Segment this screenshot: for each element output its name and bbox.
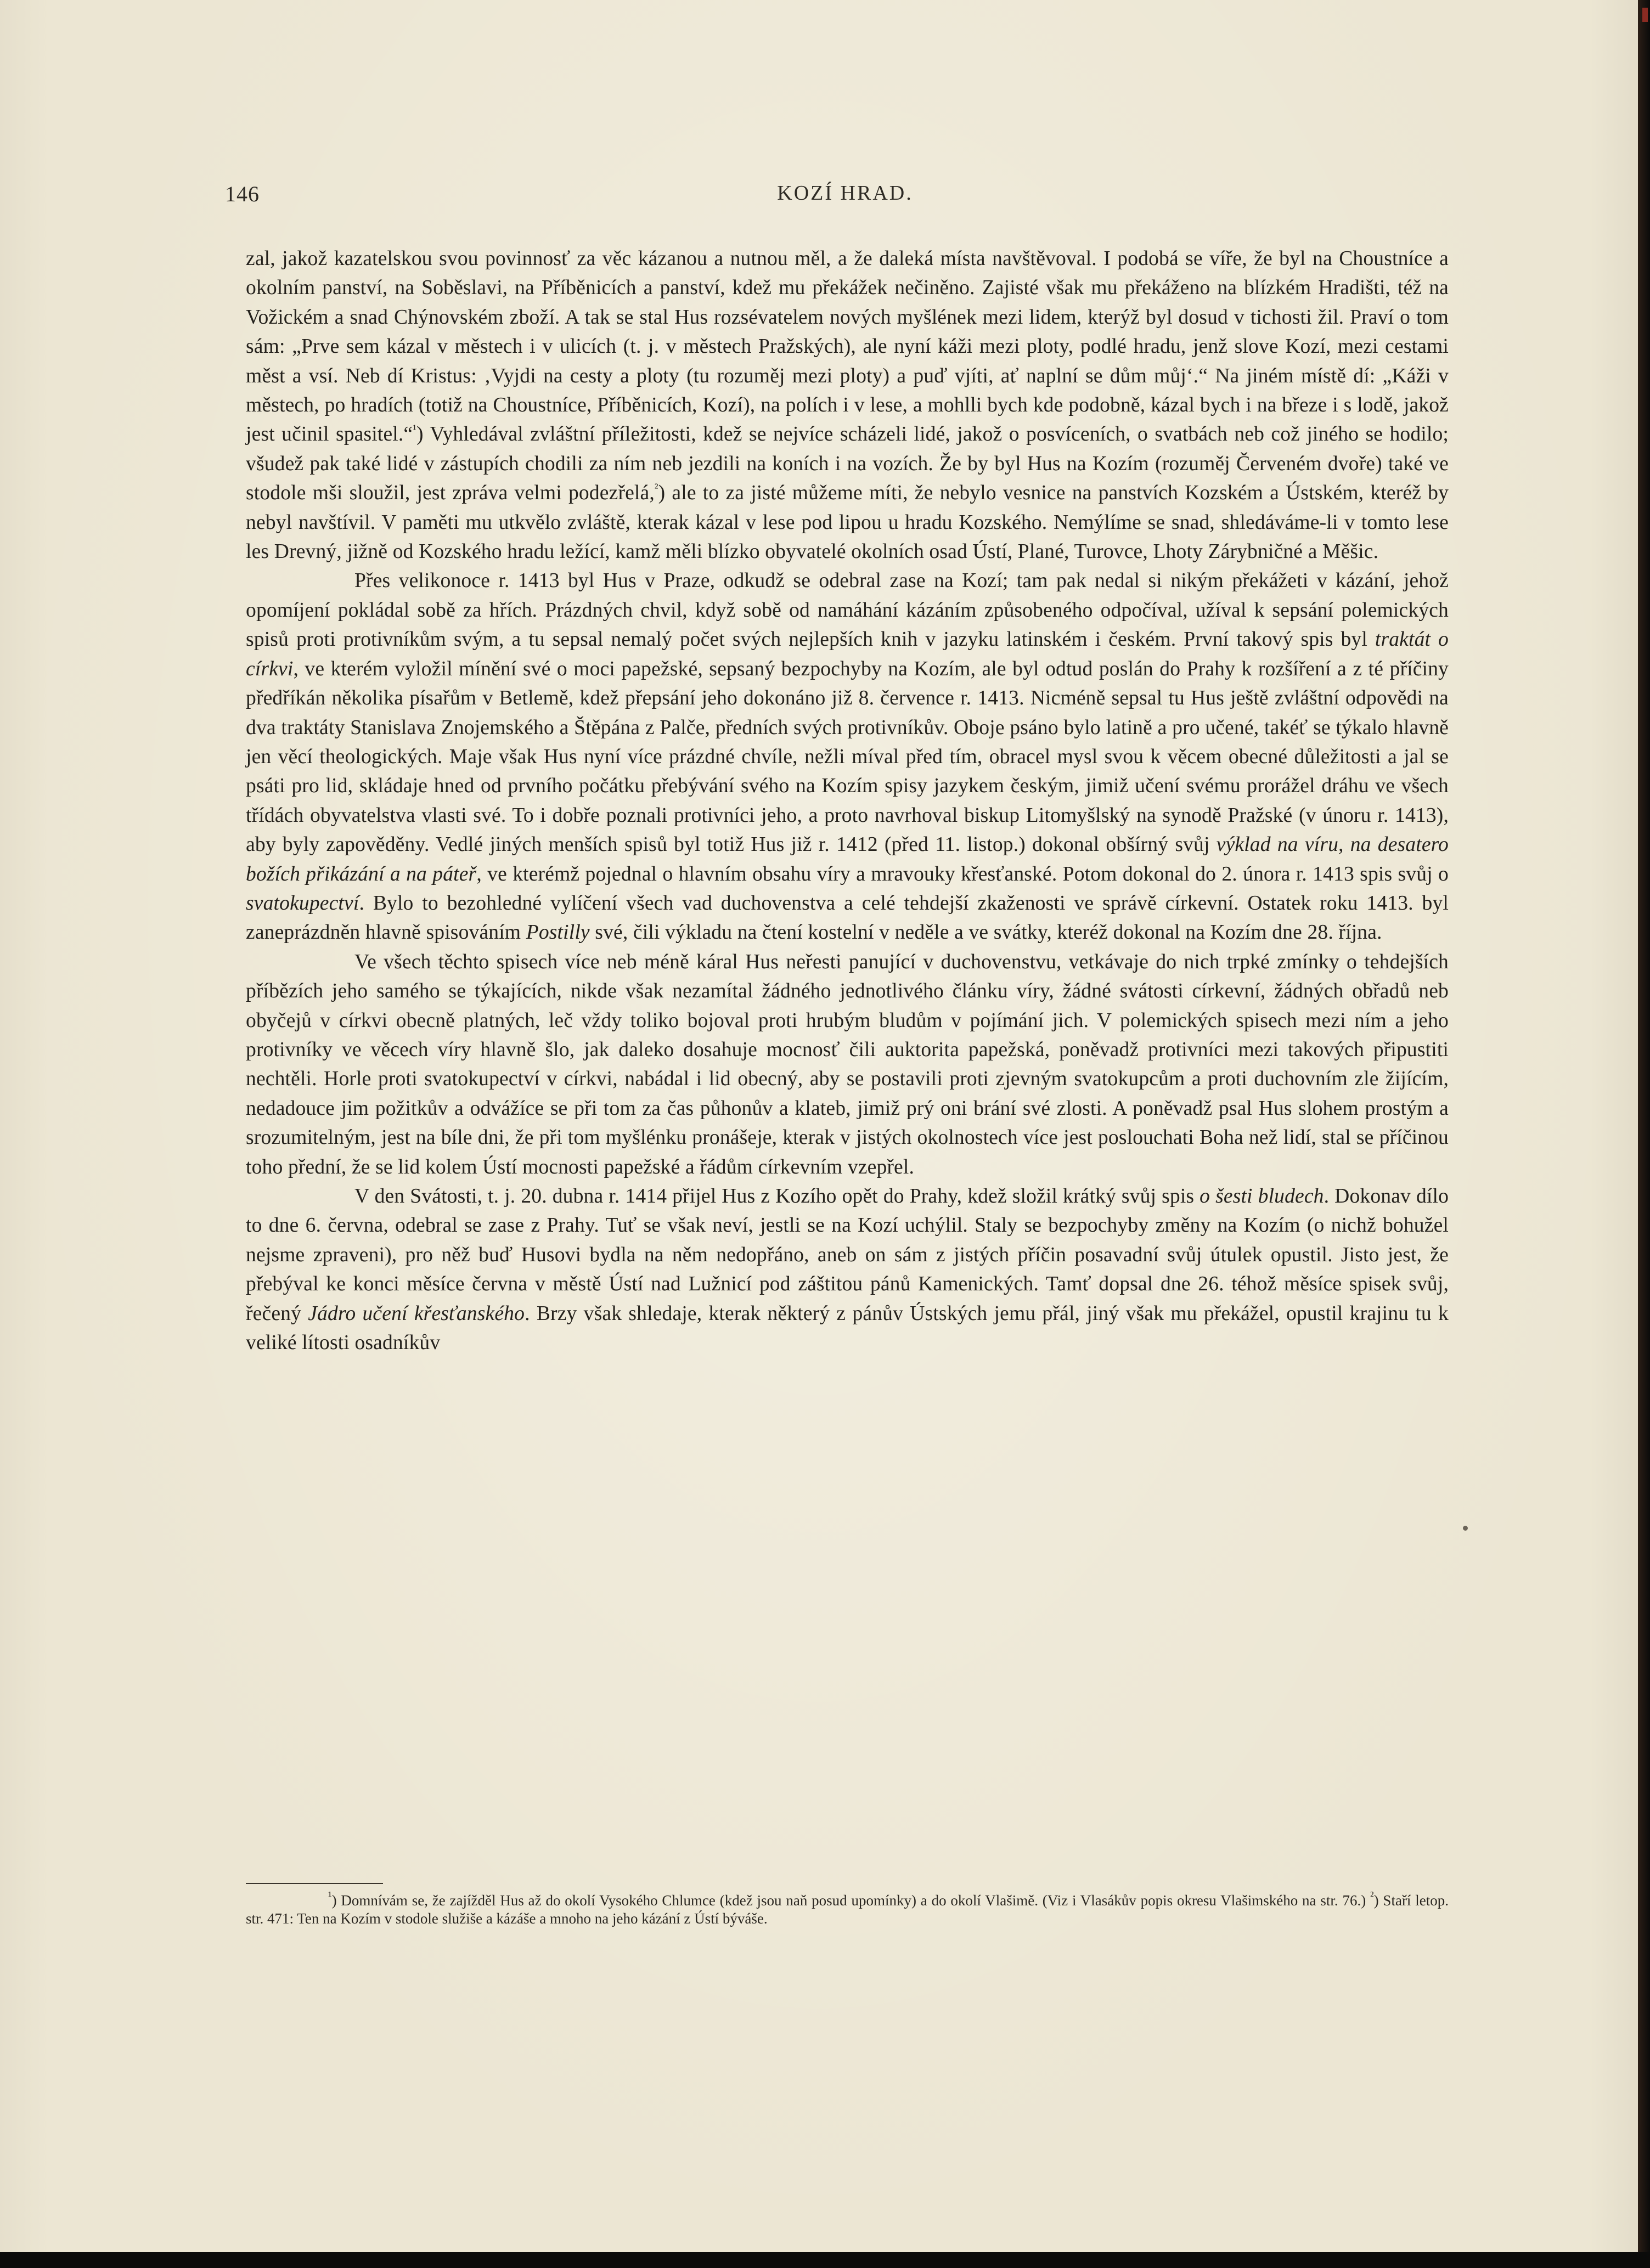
footnote-ref: ² (654, 481, 658, 495)
text-run: ) Vyhledával zvláštní příležitosti, kdež se nejvíce scházeli lidé, jakož o posvíceních, o svatbách neb což jiného se hodilo; všudež pak také lidé v zástupích chodili za ním neb jezdili na koních i na vozích. Že by byl Hus na Kozím (rozuměj Červeném dvoře) také ve stodole mši sloužil, jest zpráva velmi podezřelá, (246, 423, 1449, 505)
paragraph (246, 1182, 1449, 1357)
italic-title: výklad na víru, na desatero božích přikázání a na páteř (246, 833, 1449, 885)
scan-edge-right (1638, 0, 1650, 2268)
text-run: ) ale to za jisté můžeme míti, že nebylo vesnice na panstvích Kozském a Ústském, kteréž by nebyl navštívil. V paměti mu utkvělo zvláště, kterak kázal v lese pod lipou u hradu Kozského. Nemýlíme se snad, shledáváme-li v tomto lese les Drevný, jižně od Kozského hradu ležící, kamž měli blízko obyvatelé okolních osad Ústí, Plané, Turovce, Lhoty Zárybničné a Měšic. (246, 482, 1449, 563)
text-run: Ve všech těchto spisech více neb méně káral Hus neřesti panující v duchovenstvu, vetkávaje do nich trpké zmínky o tehdejších příbězích jeho samého se týkajících, nikde však nezamítal žádného jednotlivého článku víry, žádné svátosti církevní, žádných obřadů neb obyčejů v církvi obecně platných, leč vždy toliko bojoval proti hrubým bludům v pojímání jich. V polemických spisech mezi ním a jeho protivníky ve věcech víry hlavně šlo, jak daleko dosahuje mocnosť čili auktorita papežská, poněvadž protivníci mezi takových připustiti nechtěli. Horle proti svatokupectví v církvi, nabádal i lid obecný, aby se postavili proti zjevným svatokupcům a proti duchovním zle žijícím, nedadouce jim požitkův a odvážíce se při tom za čas půhonův a klateb, jimiž prý oni brání své zlosti. A poněvadž psal Hus slohem prostým a srozumitelným, jest na bíle dni, že při tom myšlénku pronášeje, kterak v jistých okolnostech více jest poslouchati Boha než lidí, stal se příčinou toho přední, že se lid kolem Ústí mocnosti papežské a řádům církevním vzepřel. (246, 950, 1449, 1178)
text-run: , ve kterémž pojednal o hlavním obsahu víry a mravouky křesťanské. Potom dokonal do 2. února r. 1413 spis svůj o (476, 862, 1449, 885)
body-text (246, 244, 1449, 1357)
text-run: zal, jakož kazatelskou svou povinnosť za věc kázanou a nutnou měl, a že daleká místa navštěvoval. I podobá se víře, že byl na Choustníce a okolním panství, na Soběslavi, na Příběnicích a panství, kdež mu překážek nečiněno. Zajisté však mu překáženo na blízkém Hradišti, též na Vožickém a snad Chýnovském zboží. A tak se stal Hus rozsévatelem nových myšlének mezi lidem, kterýž byl dosud v tichosti žil. Praví o tom sám: „Prve sem kázal v městech i v ulicích (t. j. v městech Pražských), ale nyní káži mezi ploty, podlé hradu, jenž slove Kozí, mezi cestami měst a vsí. Neb dí Kristus: ‚Vyjdi na cesty a ploty (tu rozuměj mezi ploty) a puď vjíti, ať naplní se dům můj‘.“ Na jiném místě dí: „Káži v městech, po hradích (totiž na Choustníce, Příběnicích, Kozí), na polích i v lese, a mohlli bych kde podobně, kázal bych i na březe i s lodě, jakož jest učinil spasitel.“ (246, 247, 1449, 446)
text-run: , ve kterém vyložil mínění své o moci papežské, sepsaný bezpochyby na Kozím, ale byl odtud poslán do Prahy k rozšíření a z té příčiny předříkán několika písařům v Betlemě, kdež přepsání jeho dokonáno již 8. července r. 1413. Nicméně sepsal tu Hus ještě zvláštní odpovědi na dva traktáty Stanislava Znojemského a Štěpána z Palče, předních svých protivníkův. Oboje psáno bylo latině a pro učené, takéť se týkalo hlavně jen věcí theologických. Maje však Hus nyní více prázdné chvíle, nežli míval před tím, obracel mysl svou k věcem obecné důležitosti a jal se psáti pro lid, skládaje hned od prvního počátku přebývání svého na Kozím spisy jazykem českým, jimiž učení svému prorážel dráhu ve všech třídách obyvatelstva vlasti své. To i dobře poznali protivníci jeho, a proto navrhoval biskup Litomyšlský na synodě Pražské (v únoru r. 1413), aby byly zapověděny. Vedlé jiných menších spisů byl totiž Hus již r. 1412 (před 11. listop.) dokonal obšírný svůj (246, 657, 1449, 856)
text-run: V den Svátosti, t. j. 20. dubna r. 1414 přijel Hus z Kozího opět do Prahy, kdež složil krátký svůj spis (354, 1185, 1200, 1208)
bookmark-tab (1642, 8, 1648, 22)
text-run: ) Domnívám se, že zajížděl Hus až do okolí Vysokého Chlumce (kdež jsou naň posud upomínky) a do okolí Vlašimě. (Viz i Vlasákův popis okresu Vlašimského na str. 76.) (331, 1892, 1371, 1909)
italic-title: Jádro učení křesťanského (308, 1302, 525, 1325)
text-run: své, čili výkladu na čtení kostelní v neděle a ve svátky, kteréž dokonal na Kozím dne 28. října. (589, 921, 1382, 944)
paragraph (246, 566, 1449, 947)
italic-title: traktát o církvi (246, 628, 1449, 680)
text-run: ) Staří letop. str. 471: Ten na Kozím v stodole služiše a kázáše a mnoho na jeho kázání z Ústí býváše. (246, 1892, 1449, 1927)
running-head: KOZÍ HRAD. (777, 182, 913, 205)
footnote-rule (246, 1883, 383, 1884)
scan-edge-bottom (0, 2252, 1650, 2268)
paragraph (246, 947, 1449, 1182)
paragraph (246, 244, 1449, 566)
italic-title: Postilly (526, 921, 590, 944)
page-header (225, 181, 1465, 219)
text-run: . Dokonav dílo to dne 6. června, odebral se zase z Prahy. Tuť se však neví, jestli se na Kozí uchýlil. Staly se bezpochyby změny na Kozím (o nichž bohužel nejsme zpraveni), pro něž buď Husovi bydla na něm nedopřáno, aneb on sám z jistých příčin posavadní svůj útulek opustil. Jisto jest, že přebýval ke konci měsíce června v městě Ústí nad Lužnicí pod záštitou pánů Kamenických. Tamť dopsal dne 26. téhož měsíce spisek svůj, řečený (246, 1185, 1449, 1325)
footnote (246, 1889, 1449, 1928)
footnote-ref: ¹ (328, 1889, 332, 1903)
margin-mark (1463, 1526, 1468, 1531)
footnotes (246, 1889, 1449, 1928)
text-run: Přes velikonoce r. 1413 byl Hus v Praze, odkudž se odebral zase na Kozí; tam pak nedal si nikým překážeti v kázání, jehož opomíjení pokládal sobě za hřích. Prázdných chvil, když sobě od namáhání kázáním způsobeného odpočíval, užíval k sepsání polemických spisů proti protivníkům svým, a tu sepsal nemalý počet svých nejlepších knih v jazyku latinském i českém. První takový spis byl (246, 569, 1449, 651)
text-run: . Bylo to bezohledné vylíčení všech vad duchovenstva a celé tehdejší zkaženosti ve správě církevní. Ostatek roku 1413. byl zaneprázdněn hlavně spisováním (246, 892, 1449, 944)
text-run: . Brzy však shledaje, kterak některý z pánův Ústských jemu přál, jiný však mu překážel, opustil krajinu tu k veliké lítosti osadníkův (246, 1302, 1449, 1355)
italic-title: svatokupectví (246, 892, 359, 915)
page-number: 146 (225, 182, 260, 206)
footnote-ref: ² (1370, 1889, 1374, 1903)
italic-title: o šesti bludech (1200, 1185, 1324, 1208)
footnote-ref: ¹ (413, 422, 417, 436)
